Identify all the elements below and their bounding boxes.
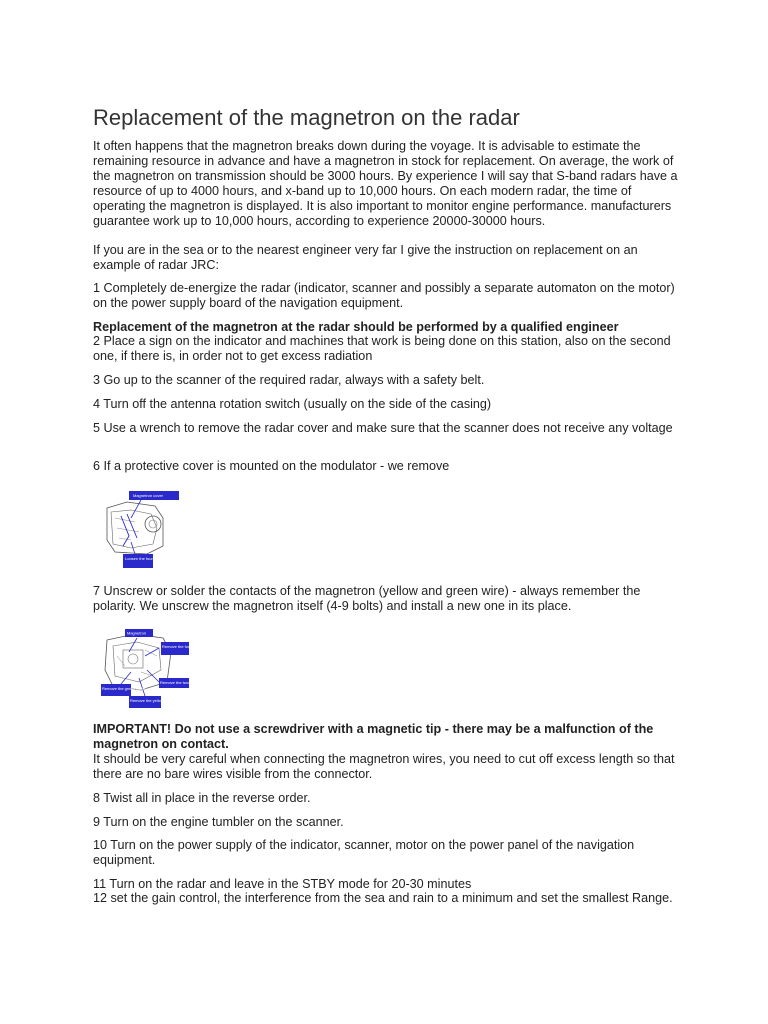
warning-magnetic-screwdriver: IMPORTANT! Do not use a screwdriver with a magnetic tip - there may be a malfunction of the magnetron on contact. <box>93 722 654 751</box>
page-title: Replacement of the magnetron on the radar <box>93 105 520 130</box>
warning-qualified-engineer: Replacement of the magnetron at the radar should be performed by a qualified engineer <box>93 320 619 334</box>
step-12: 12 set the gain control, the interference from the sea and rain to a minimum and set the smallest Range. <box>93 891 673 905</box>
figure2-label-green: Remove the green cable. <box>102 686 147 691</box>
step-4: 4 Turn off the antenna rotation switch (usually on the side of the casing) <box>93 397 492 411</box>
intro-paragraph: It often happens that the magnetron breaks down during the voyage. It is advisable to estimate the remaining resource in advance and have a magnetron in stock for replacement. On average, the work of the magnetron on transmission should be 3000 hours. By experience I will say that S-band radars have a resource of up to 4000 hours, and x-band up to 10,000 hours. On each modern radar, the time of operating the magnetron is displayed. It is also important to monitor engine performance. manufacturers guarantee work up to 10,000 hours, according to experience 20000-30000 hours. <box>93 139 678 228</box>
figure2-label-remove-two: Remove the two screws. <box>160 680 204 685</box>
note-wires: It should be very careful when connecting the magnetron wires, you need to cut off excess length so that there are no bare wires visible from the connector. <box>93 752 675 781</box>
step-7: 7 Unscrew or solder the contacts of the magnetron (yellow and green wire) - always remember the polarity. We unscrew the magnetron itself (4-9 bolts) and install a new one in its place. <box>93 584 641 613</box>
figure-magnetron-cover <box>101 488 183 574</box>
figure2-label-magnetron: Magnetron <box>127 630 147 636</box>
step-5: 5 Use a wrench to remove the radar cover and make sure that the scanner does not receive any voltage <box>93 421 673 435</box>
step-1: 1 Completely de-energize the radar (indicator, scanner and possibly a separate automaton on the motor) on the power supply board of the navigation equipment. <box>93 281 675 310</box>
step-11: 11 Turn on the radar and leave in the STBY mode for 20-30 minutes <box>93 877 472 891</box>
figure2-label-yellow: Remove the yellow cable. <box>130 698 176 703</box>
figure2-label-remove-four: Remove the four screws. <box>162 644 207 649</box>
step-6: 6 If a protective cover is mounted on the modulator - we remove <box>93 459 450 473</box>
step-8: 8 Twist all in place in the reverse order. <box>93 791 311 805</box>
figure1-label-screws: Loosen the four screws. <box>125 556 168 561</box>
step-3: 3 Go up to the scanner of the required radar, always with a safety belt. <box>93 373 485 387</box>
step-9: 9 Turn on the engine tumbler on the scanner. <box>93 815 344 829</box>
step-2: 2 Place a sign on the indicator and machines that work is being done on this station, also on the second one, if there is, in order not to get excess radiation <box>93 334 671 363</box>
figure-magnetron-removal <box>101 626 207 710</box>
step-10: 10 Turn on the power supply of the indicator, scanner, motor on the power panel of the navigation equipment. <box>93 838 635 867</box>
figure1-label-cover: Magnetron cover <box>133 493 164 498</box>
intro-paragraph-2: If you are in the sea or to the nearest engineer very far I give the instruction on replacement on an example of radar JRC: <box>93 243 638 272</box>
